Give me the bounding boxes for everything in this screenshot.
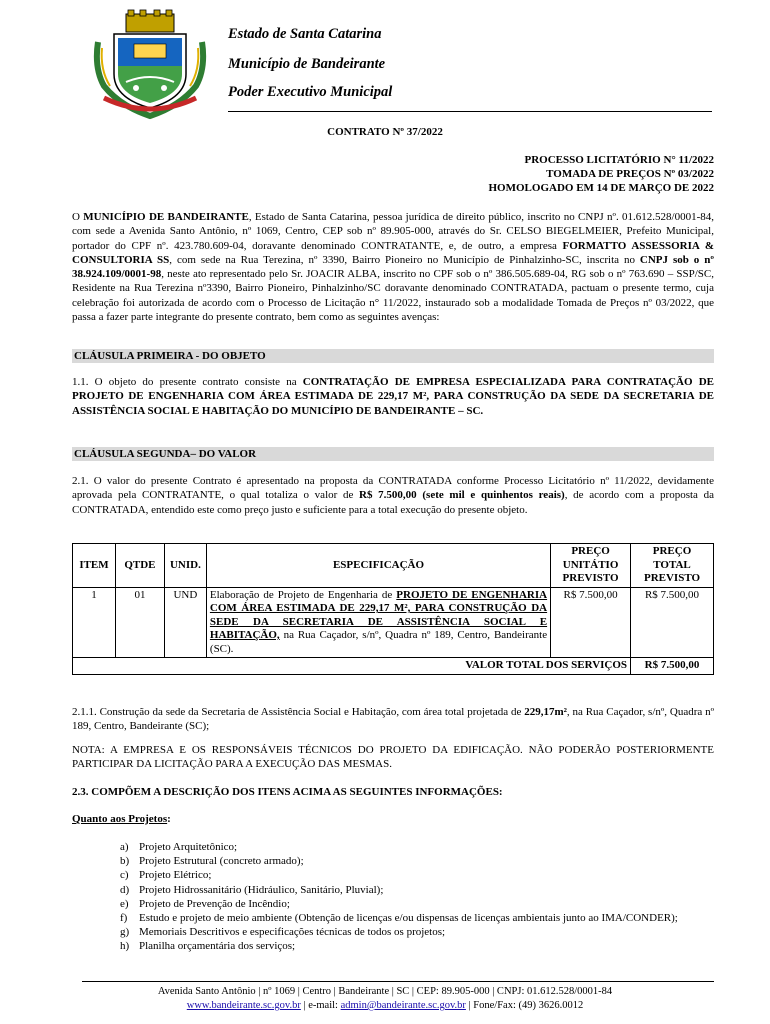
clause-one-title: CLÁUSULA PRIMEIRA - DO OBJETO: [72, 349, 714, 363]
email-label: | e-mail:: [300, 1000, 341, 1011]
clause-two-text: [72, 474, 714, 517]
list-letter: b): [120, 855, 130, 868]
contract-title: CONTRATO Nº 37/2022: [327, 126, 443, 138]
list-item: [120, 883, 716, 897]
note-paragraph: NOTA: A EMPRESA E OS RESPONSÁVEIS TÉCNICOS DO PROJETO DA EDIFICAÇÃO. NÃO PODERÃO POSTERIORMENTE PARTICIPAR DA LICITAÇÃO PARA A EXECUÇÃO DAS MESMAS.: [72, 744, 714, 771]
list-text: Projeto Elétrico;: [139, 869, 212, 882]
col-item: ITEM: [73, 544, 116, 588]
col-spec: ESPECIFICAÇÃO: [206, 544, 550, 588]
preamble-text: , com sede na Rua Terezina, nº 3390, Bairro Pioneiro no Município de Pinhalzinho-SC, inscrita no: [169, 253, 640, 266]
preamble-text: , Estado de Santa Catarina, pessoa jurídica de direito público, inscrito no CNPJ nº. 01.612.528/0001-84, com sede a Avenida Santo Antônio, nº 1069, Centro, CEP sob nº 89.905-000, através do Sr. CELSO BIEGELMEIER, Prefeito Municipal, portador do CPF nº. 423.780.609-04, doravante denominado CONTRATANTE, e, de outro, a empresa: [72, 211, 714, 252]
cell-unid: UND: [164, 587, 206, 658]
list-letter: d): [120, 883, 130, 896]
cell-qtde: 01: [115, 587, 164, 658]
list-item: [120, 897, 716, 911]
items-table: [72, 543, 714, 675]
website-link[interactable]: www.bandeirante.sc.gov.br: [186, 1000, 301, 1011]
projects-heading: [72, 812, 714, 826]
municipality-name: Município de Bandeirante: [228, 56, 386, 72]
email-link[interactable]: admin@bandeirante.sc.gov.br: [340, 1000, 466, 1011]
cell-item: 1: [73, 587, 116, 658]
projects-heading-colon: :: [167, 813, 171, 825]
list-letter: h): [120, 940, 130, 953]
list-text: Estudo e projeto de meio ambiente (Obtenção de licenças e/ou dispensas de licenças ambientais junto ao IMA/CONDER);: [139, 912, 678, 925]
spec-text-c: na Rua Caçador, s/nº, Quadra nº 189, Centro, Bandeirante (SC).: [209, 629, 548, 655]
section-23-heading: 2.3. COMPÕEM A DESCRIÇÃO DOS ITENS ACIMA AS SEGUINTES INFORMAÇÕES:: [72, 786, 503, 798]
clause-two-title: CLÁUSULA SEGUNDA– DO VALOR: [72, 447, 714, 461]
spec-text-a: Elaboração de Projeto de Engenharia de: [209, 588, 397, 601]
col-unit-price: PREÇO UNITÁTIO PREVISTO: [551, 544, 631, 588]
list-item: [120, 854, 716, 868]
list-item: [120, 925, 716, 939]
state-name: Estado de Santa Catarina: [228, 26, 382, 42]
projects-list: [120, 840, 716, 954]
projects-heading-text: Quanto aos Projetos: [72, 813, 168, 825]
process-number: PROCESSO LICITATÓRIO N° 11/2022: [524, 154, 714, 166]
col-total-price: PREÇO TOTAL PREVISTO: [631, 544, 714, 588]
cell-unit-price: R$ 7.500,00: [551, 587, 631, 658]
municipal-coat-of-arms: [90, 8, 210, 120]
contract-value: R$ 7.500,00 (sete mil e quinhentos reais): [359, 489, 565, 502]
tomada-precos-number: TOMADA DE PREÇOS Nº 03/2022: [546, 168, 714, 180]
col-unid: UNID.: [164, 544, 206, 588]
item-211-text: [72, 705, 714, 734]
list-text: Projeto Estrutural (concreto armado);: [139, 855, 304, 868]
table-total-row: [73, 658, 714, 675]
clause-two-text-a: 2.1. O valor do presente Contrato é apresentado na proposta da CONTRATADA conforme Processo Licitatório nº 11/2022, devidamente aprovada pela CONTRATANTE, o qual totaliza o valor de: [72, 475, 714, 502]
table-header-row: [73, 544, 714, 588]
list-text: Projeto Arquitetônico;: [139, 841, 238, 853]
executive-branch: Poder Executivo Municipal: [228, 84, 393, 100]
cell-total-price: R$ 7.500,00: [631, 587, 714, 658]
list-letter: g): [120, 926, 130, 939]
item-211-c: , na Rua Caçador, s/nº, Quadra nº 189, Centro, Bandeirante (SC);: [72, 706, 715, 733]
list-item: [120, 840, 716, 854]
list-item: [120, 868, 716, 882]
preamble-text: , neste ato representado pelo Sr. JOACIR ALBA, inscrito no CPF sob o nº 386.505.689-04, RG sob o nº 763.690 – SSP/SC, Residente na Rua Terezina nº3390, Bairro Pioneiro, Pinhalzinho/SC doravante denominado CONTRATADA, pactuam o presente termo, cuja celebração foi autorizada de acordo com o Processo de Licitação n° 11/2022, instaurado sob a modalidade Tomada de Preços nº 03/2022, que passa a fazer parte integrante do presente contrato, bem como as seguintes avenças:: [72, 268, 714, 324]
total-value: R$ 7.500,00: [631, 658, 714, 675]
list-letter: a): [120, 841, 129, 853]
header-divider: [228, 111, 712, 112]
projected-area: 229,17m²: [524, 706, 567, 718]
clause-one-lead: 1.1. O objeto do presente contrato consiste na: [72, 376, 303, 388]
preamble-paragraph: [72, 210, 714, 324]
list-letter: f): [120, 912, 128, 925]
footer-contacts: [0, 1000, 770, 1011]
list-text: Projeto Hidrossanitário (Hidráulico, Sanitário, Pluvial);: [139, 883, 384, 896]
contractor-name: MUNICÍPIO DE BANDEIRANTE: [83, 211, 249, 223]
item-211-a: 2.1.1. Construção da sede da Secretaria de Assistência Social e Habitação, com área total projetada de: [72, 706, 525, 718]
cell-spec: [206, 587, 550, 658]
contract-object: CONTRATAÇÃO DE EMPRESA ESPECIALIZADA PARA CONTRATAÇÃO DE PROJETO DE ENGENHARIA COM ÁREA ESTIMADA DE 229,17 M², PARA CONSTRUÇÃO DA SEDE DA SECRETARIA DE ASSISTÊNCIA SOCIAL E HABITAÇÃO DO MUNICÍPIO DE BANDEIRANTE – SC.: [72, 376, 714, 417]
total-label: VALOR TOTAL DOS SERVIÇOS: [73, 658, 631, 675]
preamble-text: O: [72, 211, 84, 223]
homologation-date: HOMOLOGADO EM 14 DE MARÇO DE 2022: [488, 182, 714, 194]
list-text: Planilha orçamentária dos serviços;: [139, 940, 296, 953]
list-text: Projeto de Prevenção de Incêndio;: [139, 897, 290, 910]
clause-two-text-b: , de acordo com a proposta da CONTRATADA, entendido este como preço justo e suficiente para a total execução do presente objeto.: [72, 489, 714, 516]
footer-address: Avenida Santo Antônio | nº 1069 | Centro | Bandeirante | SC | CEP: 89.905-000 | CNPJ: 01.612.528/0001-84: [157, 986, 613, 997]
list-letter: e): [120, 897, 129, 910]
phone-text: | Fone/Fax: (49) 3626.0012: [465, 1000, 584, 1011]
clause-one-text: [72, 375, 714, 418]
list-letter: c): [120, 869, 129, 882]
col-qtde: QTDE: [115, 544, 164, 588]
list-item: [120, 939, 716, 953]
contracted-cnpj: CNPJ sob o nº 38.924.109/0001-98: [72, 253, 714, 281]
footer-divider: [82, 981, 714, 982]
contracted-company: FORMATTO ASSESSORIA & CONSULTORIA SS: [72, 239, 714, 266]
spec-text-emphasis: PROJETO DE ENGENHARIA COM ÁREA ESTIMADA DE 229,17 M², PARA CONSTRUÇÃO DA SEDE DA SECRETARIA DE ASSISTÊNCIA SOCIAL E HABITAÇÃO,: [209, 588, 548, 641]
list-text: Memoriais Descritivos e especificações técnicas de todos os projetos;: [139, 926, 446, 939]
list-item: [120, 911, 716, 925]
table-row: [73, 587, 714, 658]
